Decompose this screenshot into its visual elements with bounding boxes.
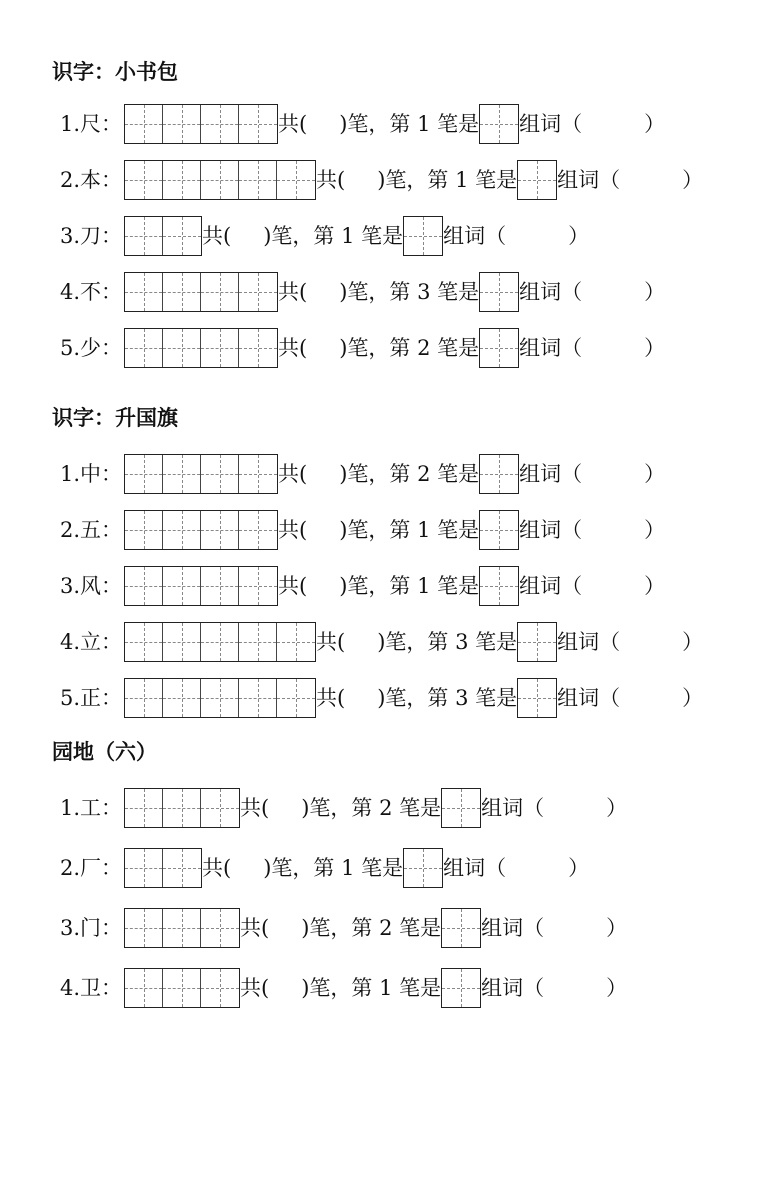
exercise-row [60, 272, 665, 312]
section-title: 识字：小书包 [52, 60, 178, 84]
nth-stroke-box[interactable] [479, 272, 519, 312]
writing-cell[interactable] [125, 217, 163, 255]
writing-cell[interactable] [125, 567, 163, 605]
nth-stroke-prompt: )笔，第 2 笔是 [301, 796, 442, 820]
character-label: 3.刀： [60, 224, 123, 248]
nth-stroke-prompt: )笔，第 1 笔是 [301, 976, 442, 1000]
character-label: 2.本： [60, 168, 123, 192]
writing-cell[interactable] [201, 909, 239, 947]
nth-stroke-box[interactable] [517, 622, 557, 662]
stroke-count-prefix: 共( [316, 630, 346, 654]
writing-cell[interactable] [125, 679, 163, 717]
stroke-count-prefix: 共( [240, 976, 270, 1000]
writing-cell[interactable] [239, 511, 277, 549]
writing-cell[interactable] [163, 161, 201, 199]
compose-word-prefix: 组词（ [519, 518, 583, 542]
compose-word-prefix: 组词（ [519, 280, 583, 304]
character-label: 5.少： [60, 336, 123, 360]
nth-stroke-box[interactable] [479, 566, 519, 606]
stroke-count-prefix: 共( [278, 280, 308, 304]
exercise-row [60, 510, 665, 550]
writing-cell[interactable] [518, 623, 556, 661]
exercise-row [60, 968, 627, 1008]
stroke-order-grid[interactable] [124, 848, 202, 888]
writing-cell[interactable] [480, 567, 518, 605]
writing-cell[interactable] [239, 105, 277, 143]
exercise-row [60, 328, 665, 368]
stroke-count-prefix: 共( [278, 518, 308, 542]
compose-word-prefix: 组词（ [557, 686, 621, 710]
character-label: 4.不： [60, 280, 123, 304]
writing-cell[interactable] [125, 849, 163, 887]
writing-cell[interactable] [163, 511, 201, 549]
writing-cell[interactable] [239, 273, 277, 311]
compose-word-close: ） [644, 336, 666, 360]
nth-stroke-box[interactable] [517, 160, 557, 200]
compose-word-close: ） [606, 916, 628, 940]
compose-word-prefix: 组词（ [519, 336, 583, 360]
nth-stroke-prompt: )笔，第 3 笔是 [377, 686, 518, 710]
character-label: 4.立： [60, 630, 123, 654]
writing-cell[interactable] [163, 329, 201, 367]
writing-cell[interactable] [163, 679, 201, 717]
writing-cell[interactable] [163, 105, 201, 143]
compose-word-close: ） [644, 518, 666, 542]
compose-word-close: ） [606, 796, 628, 820]
compose-word-prefix: 组词（ [519, 462, 583, 486]
compose-word-close: ） [644, 462, 666, 486]
stroke-count-prefix: 共( [202, 224, 232, 248]
nth-stroke-prompt: )笔，第 1 笔是 [339, 574, 480, 598]
compose-word-prefix: 组词（ [443, 224, 507, 248]
writing-cell[interactable] [125, 105, 163, 143]
section-title: 识字：升国旗 [52, 406, 178, 430]
exercise-row [60, 454, 665, 494]
stroke-count-prefix: 共( [240, 796, 270, 820]
writing-cell[interactable] [163, 849, 201, 887]
writing-cell[interactable] [277, 679, 315, 717]
compose-word-close: ） [644, 574, 666, 598]
compose-word-prefix: 组词（ [481, 916, 545, 940]
stroke-order-grid[interactable] [124, 566, 278, 606]
writing-cell[interactable] [239, 329, 277, 367]
writing-cell[interactable] [404, 217, 442, 255]
writing-cell[interactable] [201, 105, 239, 143]
writing-cell[interactable] [239, 455, 277, 493]
stroke-count-prefix: 共( [278, 574, 308, 598]
writing-cell[interactable] [163, 969, 201, 1007]
stroke-order-grid[interactable] [124, 216, 202, 256]
nth-stroke-box[interactable] [479, 104, 519, 144]
exercise-row [60, 622, 703, 662]
writing-cell[interactable] [163, 455, 201, 493]
writing-cell[interactable] [163, 273, 201, 311]
nth-stroke-box[interactable] [441, 908, 481, 948]
exercise-row [60, 788, 627, 828]
stroke-order-grid[interactable] [124, 454, 278, 494]
writing-cell[interactable] [163, 909, 201, 947]
exercise-row [60, 678, 703, 718]
compose-word-prefix: 组词（ [557, 168, 621, 192]
stroke-order-grid[interactable] [124, 160, 316, 200]
compose-word-close: ） [682, 168, 704, 192]
writing-cell[interactable] [125, 273, 163, 311]
stroke-count-prefix: 共( [278, 112, 308, 136]
writing-cell[interactable] [239, 623, 277, 661]
compose-word-prefix: 组词（ [519, 574, 583, 598]
writing-cell[interactable] [125, 623, 163, 661]
compose-word-close: ） [568, 856, 590, 880]
compose-word-prefix: 组词（ [519, 112, 583, 136]
nth-stroke-prompt: )笔，第 1 笔是 [263, 224, 404, 248]
stroke-order-grid[interactable] [124, 510, 278, 550]
stroke-count-prefix: 共( [316, 686, 346, 710]
character-label: 4.卫： [60, 976, 123, 1000]
compose-word-close: ） [644, 112, 666, 136]
nth-stroke-box[interactable] [479, 510, 519, 550]
writing-cell[interactable] [163, 623, 201, 661]
writing-cell[interactable] [201, 455, 239, 493]
compose-word-prefix: 组词（ [557, 630, 621, 654]
writing-cell[interactable] [201, 329, 239, 367]
stroke-order-grid[interactable] [124, 104, 278, 144]
writing-cell[interactable] [125, 455, 163, 493]
stroke-order-grid[interactable] [124, 272, 278, 312]
nth-stroke-box[interactable] [517, 678, 557, 718]
character-label: 5.正： [60, 686, 123, 710]
writing-cell[interactable] [163, 217, 201, 255]
character-label: 1.工： [60, 796, 123, 820]
exercise-row [60, 104, 665, 144]
stroke-count-prefix: 共( [278, 462, 308, 486]
writing-cell[interactable] [201, 511, 239, 549]
nth-stroke-prompt: )笔，第 2 笔是 [339, 462, 480, 486]
writing-cell[interactable] [163, 789, 201, 827]
writing-cell[interactable] [442, 789, 480, 827]
exercise-row [60, 848, 589, 888]
compose-word-prefix: 组词（ [443, 856, 507, 880]
nth-stroke-box[interactable] [403, 848, 443, 888]
nth-stroke-prompt: )笔，第 3 笔是 [377, 630, 518, 654]
compose-word-prefix: 组词（ [481, 796, 545, 820]
writing-cell[interactable] [201, 623, 239, 661]
writing-cell[interactable] [125, 789, 163, 827]
writing-cell[interactable] [277, 623, 315, 661]
writing-cell[interactable] [480, 329, 518, 367]
writing-cell[interactable] [239, 161, 277, 199]
nth-stroke-box[interactable] [479, 454, 519, 494]
writing-cell[interactable] [518, 679, 556, 717]
compose-word-close: ） [606, 976, 628, 1000]
stroke-order-grid[interactable] [124, 328, 278, 368]
writing-cell[interactable] [201, 273, 239, 311]
nth-stroke-prompt: )笔，第 1 笔是 [339, 112, 480, 136]
writing-cell[interactable] [125, 511, 163, 549]
nth-stroke-box[interactable] [441, 968, 481, 1008]
stroke-count-prefix: 共( [316, 168, 346, 192]
compose-word-prefix: 组词（ [481, 976, 545, 1000]
character-label: 2.五： [60, 518, 123, 542]
stroke-order-grid[interactable] [124, 678, 316, 718]
writing-cell[interactable] [125, 909, 163, 947]
stroke-count-prefix: 共( [202, 856, 232, 880]
character-label: 3.风： [60, 574, 123, 598]
stroke-order-grid[interactable] [124, 622, 316, 662]
writing-cell[interactable] [125, 161, 163, 199]
character-label: 1.尺： [60, 112, 123, 136]
nth-stroke-box[interactable] [441, 788, 481, 828]
writing-cell[interactable] [480, 273, 518, 311]
writing-cell[interactable] [239, 567, 277, 605]
compose-word-close: ） [644, 280, 666, 304]
exercise-row [60, 908, 627, 948]
nth-stroke-prompt: )笔，第 1 笔是 [339, 518, 480, 542]
writing-cell[interactable] [480, 511, 518, 549]
exercise-row [60, 160, 703, 200]
writing-cell[interactable] [201, 161, 239, 199]
nth-stroke-box[interactable] [403, 216, 443, 256]
writing-cell[interactable] [201, 567, 239, 605]
character-label: 3.门： [60, 916, 123, 940]
stroke-order-grid[interactable] [124, 908, 240, 948]
nth-stroke-prompt: )笔，第 1 笔是 [263, 856, 404, 880]
exercise-row [60, 566, 665, 606]
compose-word-close: ） [682, 630, 704, 654]
nth-stroke-prompt: )笔，第 2 笔是 [339, 336, 480, 360]
writing-cell[interactable] [480, 105, 518, 143]
writing-cell[interactable] [442, 969, 480, 1007]
writing-cell[interactable] [480, 455, 518, 493]
writing-cell[interactable] [404, 849, 442, 887]
writing-cell[interactable] [163, 567, 201, 605]
writing-cell[interactable] [239, 679, 277, 717]
stroke-count-prefix: 共( [278, 336, 308, 360]
section-title: 园地（六） [52, 740, 157, 764]
writing-cell[interactable] [518, 161, 556, 199]
writing-cell[interactable] [442, 909, 480, 947]
stroke-order-grid[interactable] [124, 968, 240, 1008]
stroke-count-prefix: 共( [240, 916, 270, 940]
nth-stroke-prompt: )笔，第 2 笔是 [301, 916, 442, 940]
exercise-row [60, 216, 589, 256]
compose-word-close: ） [682, 686, 704, 710]
writing-cell[interactable] [125, 329, 163, 367]
compose-word-close: ） [568, 224, 590, 248]
writing-cell[interactable] [201, 969, 239, 1007]
stroke-order-grid[interactable] [124, 788, 240, 828]
nth-stroke-prompt: )笔，第 1 笔是 [377, 168, 518, 192]
writing-cell[interactable] [277, 161, 315, 199]
character-label: 2.厂： [60, 856, 123, 880]
writing-cell[interactable] [125, 969, 163, 1007]
writing-cell[interactable] [201, 679, 239, 717]
writing-cell[interactable] [201, 789, 239, 827]
nth-stroke-prompt: )笔，第 3 笔是 [339, 280, 480, 304]
character-label: 1.中： [60, 462, 123, 486]
nth-stroke-box[interactable] [479, 328, 519, 368]
